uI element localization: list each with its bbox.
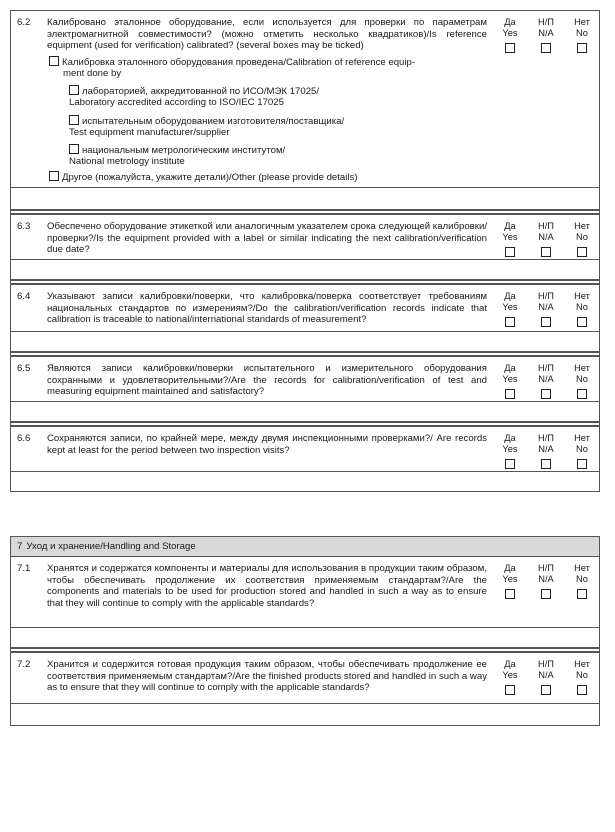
question-number: 6.2 [17,17,31,28]
checkbox-na[interactable] [541,589,551,599]
option-manufacturer-en: Test equipment manufacturer/supplier [69,127,230,138]
answer-yes: Да Yes [495,17,525,53]
checkbox-no[interactable] [577,389,587,399]
question-text: Обеспечено оборудование этикеткой или аналогичным указателем срока следующей калибровки/проверки?/Is the equipment provided with a label or similar indicating the next calibration/verification due date? [47,221,487,255]
question-6-2 [11,11,599,187]
checkbox-yes[interactable] [505,459,515,469]
option-metrology-institute: национальным метрологическим институтом/ [69,144,285,157]
section-number: 7 [17,541,23,552]
option-metrology-institute-en: National metrology institute [69,156,185,167]
question-text: Хранятся и содержатся компоненты и материалы для использования в продукции таким образом, чтобы обеспечивать продолжение их соответствия применяемым стандартам?/Are the components and materials to be used for production stored and handled in such a way as to ensure that they will continue to comply with the applicable standards? [47,563,487,609]
answer-yes: Да Yes [495,221,525,257]
comment-row[interactable] [11,627,599,647]
option-accredited-lab: лабораторией, аккредитованной по ИСО/МЭК 17025/ [69,85,319,98]
checkbox-yes[interactable] [505,389,515,399]
section-7-table [10,536,600,726]
answer-no: Нет No [567,291,597,327]
option-accredited-lab-en: Laboratory accredited according to ISO/IEC 17025 [69,97,284,108]
comment-row[interactable] [11,703,599,725]
answer-no: Нет No [567,433,597,469]
question-number: 6.6 [17,433,31,444]
checkbox[interactable] [49,171,59,181]
comment-row[interactable] [11,187,599,209]
option-manufacturer: испытательным оборудованием изготовителя/поставщика/ [69,115,344,128]
answer-yes: Да Yes [495,659,525,695]
answer-na: Н/П N/A [531,563,561,599]
question-number: 7.1 [17,563,31,574]
section-6-table [10,10,600,492]
option-calibration-done: Калибровка эталонного оборудования проведена/Calibration of reference equip- [49,56,415,69]
question-7-2 [11,647,599,703]
answer-no: Нет No [567,221,597,257]
comment-row[interactable] [11,259,599,279]
answer-no: Нет No [567,563,597,599]
checkbox-no[interactable] [577,459,587,469]
question-7-1 [11,557,599,627]
checkbox-no[interactable] [577,589,587,599]
comment-row[interactable] [11,401,599,421]
question-number: 7.2 [17,659,31,670]
comment-row[interactable] [11,331,599,351]
section-header [11,537,599,557]
answer-no: Нет No [567,659,597,695]
checkbox-no[interactable] [577,317,587,327]
checkbox-na[interactable] [541,317,551,327]
answer-no: Нет No [567,17,597,53]
question-text: Указывают записи калибровки/поверки, что калибровка/поверка соответствует требованиям национальных стандартов по измерениям?/Do the calibration/verification records indicate that calibration is traceable to national/international standards of measurement? [47,291,487,325]
question-number: 6.5 [17,363,31,374]
checkbox-yes[interactable] [505,589,515,599]
answer-yes: Да Yes [495,291,525,327]
checkbox-yes[interactable] [505,247,515,257]
answer-yes: Да Yes [495,433,525,469]
question-text: Хранится и содержится готовая продукция таким образом, чтобы обеспечивать продолжение ее соответствия применяемым стандартам?/Are the finished products stored and handled in such a way as to ensure that they will continue to comply with the applicable standards? [47,659,487,693]
answer-na: Н/П N/A [531,17,561,53]
checkbox[interactable] [69,85,79,95]
checkbox-yes[interactable] [505,685,515,695]
answer-na: Н/П N/A [531,659,561,695]
question-6-6 [11,421,599,471]
checkbox-no[interactable] [577,685,587,695]
question-number: 6.4 [17,291,31,302]
checkbox-yes[interactable] [505,43,515,53]
question-6-4 [11,279,599,331]
checkbox-na[interactable] [541,685,551,695]
checkbox-yes[interactable] [505,317,515,327]
answer-na: Н/П N/A [531,363,561,399]
section-title: Уход и хранение/Handling and Storage [26,541,196,552]
answer-no: Нет No [567,363,597,399]
checkbox-no[interactable] [577,43,587,53]
option-other: Другое (пожалуйста, укажите детали)/Other (please provide details) [49,171,358,184]
answer-yes: Да Yes [495,563,525,599]
checkbox[interactable] [49,56,59,66]
question-6-3 [11,209,599,259]
checkbox[interactable] [69,115,79,125]
question-number: 6.3 [17,221,31,232]
checkbox-na[interactable] [541,43,551,53]
option-calibration-done-cont: ment done by [63,68,122,79]
answer-na: Н/П N/A [531,291,561,327]
answer-yes: Да Yes [495,363,525,399]
checkbox-na[interactable] [541,459,551,469]
question-6-5 [11,351,599,401]
checkbox-na[interactable] [541,247,551,257]
answer-na: Н/П N/A [531,433,561,469]
checkbox-no[interactable] [577,247,587,257]
question-text: Калибровано эталонное оборудование, если используется для проверки по параметрам электромагнитной совместимости? (можно отметить несколько квадратиков)/Is reference equipment (used for verification) calibrated? (several boxes may be ticked) [47,17,487,51]
question-text: Сохраняются записи, по крайней мере, между двумя инспекционными проверками?/ Are records kept at least for the period between two inspection visits? [47,433,487,456]
question-text: Являются записи калибровки/поверки испытательного и измерительного оборудования сохранными и удовлетворительными?/Are the records for calibration/verification of test and measuring equipment maintained and satisfactory? [47,363,487,397]
answer-na: Н/П N/A [531,221,561,257]
comment-row[interactable] [11,471,599,491]
checkbox-na[interactable] [541,389,551,399]
checkbox[interactable] [69,144,79,154]
